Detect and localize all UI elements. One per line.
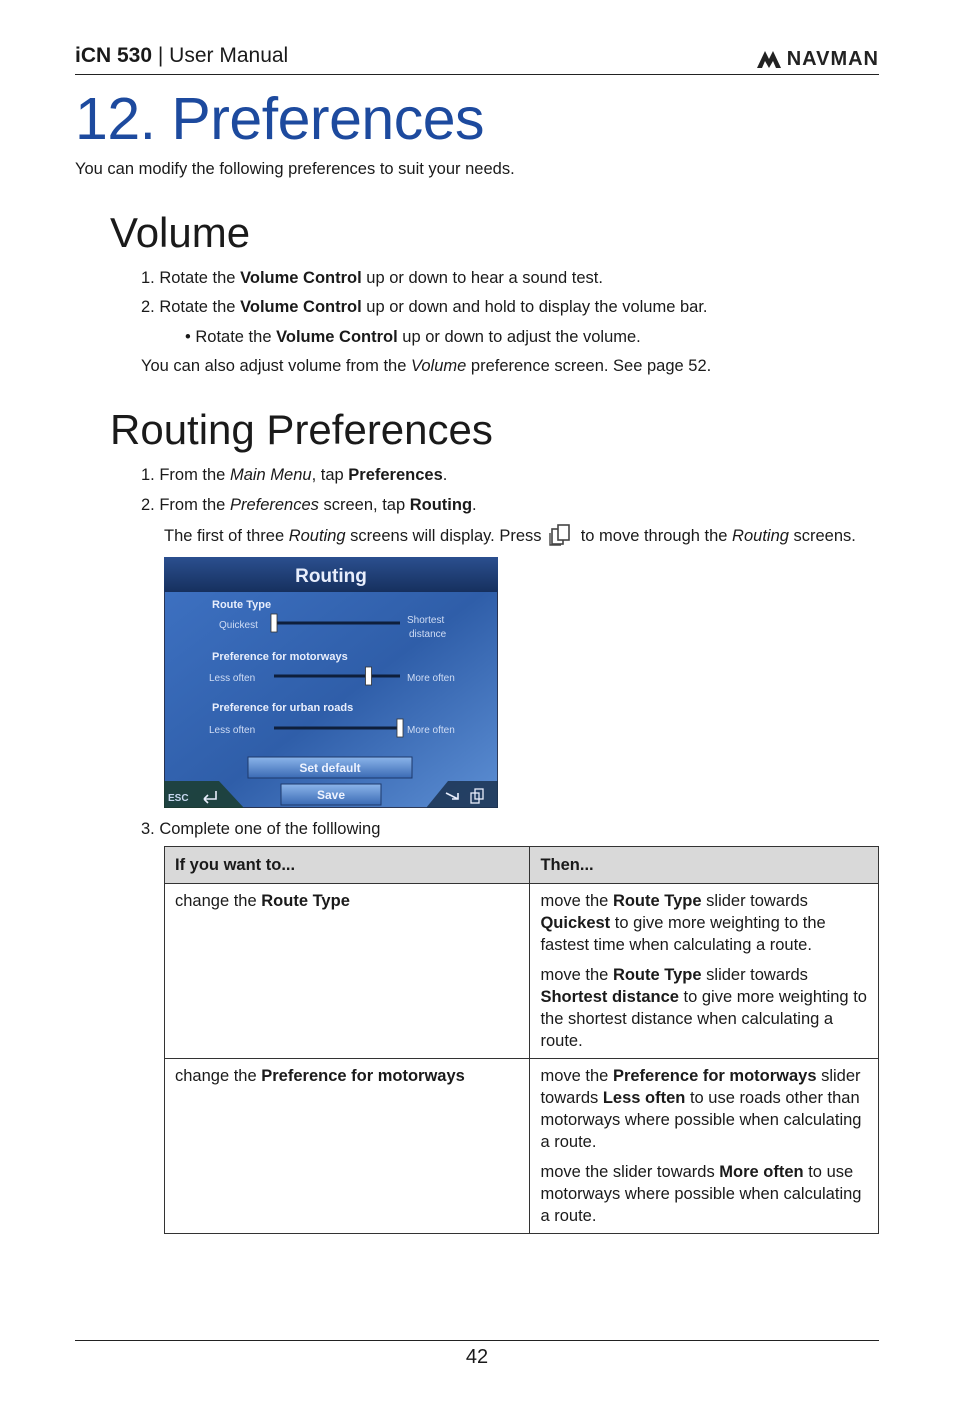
urban-slider-knob bbox=[397, 719, 403, 737]
route-type-label: Route Type bbox=[212, 599, 272, 611]
routing-device-screen bbox=[164, 557, 498, 808]
table-header-row bbox=[165, 847, 879, 884]
table-cell-paragraph: move the Route Type slider towards Shortest distance to give more weighting to the shortest distance when calculating a route. bbox=[540, 966, 867, 1050]
volume-step-1: 1. Rotate the Volume Control up or down to hear a sound test. bbox=[141, 269, 603, 287]
motorways-slider-knob bbox=[366, 667, 372, 685]
set-default-label: Set default bbox=[299, 761, 361, 775]
motorways-right-label: More often bbox=[407, 673, 455, 684]
save-label: Save bbox=[316, 788, 346, 802]
volume-step-2: 2. Rotate the Volume Control up or down and hold to display the volume bar. bbox=[141, 298, 708, 316]
device-screen-title: Routing bbox=[295, 566, 367, 587]
routing-heading: Routing Preferences bbox=[110, 406, 493, 453]
table-header-col1: If you want to... bbox=[165, 847, 530, 884]
page-title: 12. Preferences bbox=[75, 86, 485, 152]
routing-step-1: 1. From the Main Menu, tap Preferences. bbox=[141, 466, 448, 484]
urban-left-label: Less often bbox=[209, 725, 256, 736]
header-title bbox=[75, 42, 288, 70]
table-cell-paragraph: move the slider towards More often to use motorways where possible when calculating a route. bbox=[540, 1163, 862, 1225]
table-header-col2: Then... bbox=[530, 847, 879, 884]
urban-right-label: More often bbox=[407, 725, 455, 736]
routing-step-2: 2. From the Preferences screen, tap Routing. bbox=[141, 496, 477, 514]
next-screen-icon bbox=[549, 523, 573, 547]
volume-note: You can also adjust volume from the Volume preference screen. See page 52. bbox=[141, 357, 712, 375]
page-header bbox=[75, 42, 879, 75]
table-row bbox=[165, 884, 879, 1059]
volume-bullet: • Rotate the Volume Control up or down to adjust the volume. bbox=[185, 328, 641, 346]
esc-label: ESC bbox=[168, 793, 189, 804]
volume-heading: Volume bbox=[110, 209, 251, 256]
urban-label: Preference for urban roads bbox=[212, 702, 354, 714]
table-cell bbox=[530, 884, 879, 1059]
route-type-right-label-1: Shortest bbox=[407, 615, 445, 626]
motorways-label: Preference for motorways bbox=[212, 651, 348, 663]
table-cell-paragraph: move the Preference for motorways slider towards Less often to use roads other than motorways where possible when calculating a route. bbox=[540, 1067, 862, 1151]
route-type-right-label-2: distance bbox=[409, 629, 447, 640]
header-separator: | bbox=[152, 44, 170, 67]
header-doc: User Manual bbox=[169, 44, 289, 67]
page-number: 42 bbox=[465, 1346, 489, 1368]
routing-note: The first of three Routing screens will display. Press to move through the Routing screens. bbox=[164, 523, 856, 547]
route-type-left-label: Quickest bbox=[219, 620, 258, 631]
table-cell: change the Preference for motorways bbox=[165, 1059, 530, 1234]
intro-text: You can modify the following preferences to suit your needs. bbox=[75, 160, 515, 178]
motorways-left-label: Less often bbox=[209, 673, 256, 684]
routing-preferences-table bbox=[164, 846, 879, 1234]
navman-logo-icon bbox=[755, 49, 783, 69]
brand-name: NAVMAN bbox=[786, 47, 879, 70]
routing-step-3: 3. Complete one of the folllowing bbox=[141, 820, 381, 838]
table-cell bbox=[530, 1059, 879, 1234]
table-cell-paragraph: move the Route Type slider towards Quickest to give more weighting to the fastest time when calculating a route. bbox=[540, 892, 826, 954]
table-cell: change the Route Type bbox=[165, 884, 530, 1059]
route-type-slider-knob bbox=[271, 614, 277, 632]
table-row bbox=[165, 1059, 879, 1234]
header-model: iCN 530 bbox=[75, 44, 153, 67]
footer-rule bbox=[75, 1340, 879, 1341]
brand-logo bbox=[755, 48, 879, 70]
